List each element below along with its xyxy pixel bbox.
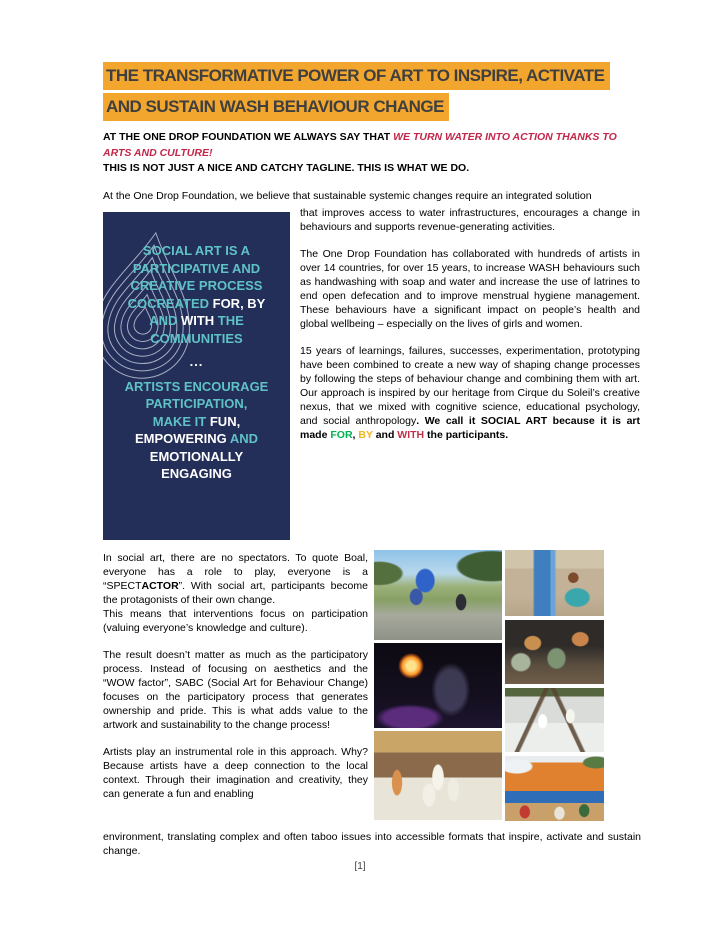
quote-box-text (103, 242, 290, 483)
photo-collage (374, 550, 604, 821)
paragraph-spectactor: In social art, there are no spectators. To quote Boal, everyone has a role to play, everyone is a “SPECTACTOR”. With social art, participants become the protagonists of their own change. This means that interventions focus on participation (valuing everyone’s knowledge and culture). (103, 552, 368, 634)
quote-part-2: ARTISTS ENCOURAGE PARTICIPATION, MAKE IT FUN, EMPOWERING AND EMOTIONALLY ENGAGING (124, 378, 269, 481)
left-text-column (103, 551, 368, 814)
page-number: [1] (354, 861, 366, 872)
paragraph-participatory-process: The result doesn’t matter as much as the participatory process. Instead of focusing on aesthetics and the “WOW factor”, SABC (Social Art for Behaviour Change) focuses on the participatory process that generates ownership and pride. This is what adds value to the artwork and sustainability to the change process! (103, 649, 368, 731)
paragraph-social-art-definition: 15 years of learnings, failures, successes, experimentation, prototyping have been combined to create a new way of shaping change processes by following the steps of behaviour change and combining them with art. Our approach is inspired by our heritage from Cirque du Soleil’s creative nexus, that we mixed with cognitive science, educational psychology, and social anthropology. We call it SOCIAL ART because it is art made FOR, BY and WITH the participants. (300, 345, 640, 441)
fire-performance-photo (374, 643, 502, 728)
paragraph-artists-role: Artists play an instrumental role in this approach. Why? Because artists have a deep connection to the local context. Through their imagination and creativity, they can generate a fun and enabling (103, 746, 368, 800)
collage-right-column (505, 550, 604, 821)
continuation-paragraph: environment, translating complex and often taboo issues into accessible formats that inspire, activate and sustain change. (103, 831, 641, 857)
child-painting-pole-photo (505, 550, 604, 616)
paragraph-collaboration: The One Drop Foundation has collaborated with hundreds of artists in over 14 countries, for over 15 years, to increase WASH behaviours such as handwashing with soap and water and increase the use of latrines to end open defecation and to improve menstrual hygiene management. These behaviours have a significant impact on people’s health and global wellbeing – especially on the lives of girls and women. (300, 248, 640, 330)
right-text-column (300, 206, 640, 455)
acrobatics-crowd-photo (374, 731, 502, 820)
page-title-line-1: THE TRANSFORMATIVE POWER OF ART TO INSPIRE, ACTIVATE (103, 62, 610, 90)
tagline: AT THE ONE DROP FOUNDATION WE ALWAYS SAY THAT WE TURN WATER INTO ACTION THANKS TO ARTS AND CULTURE! THIS IS NOT JUST A NICE AND CATCHY TAGLINE. THIS IS WHAT WE DO. (103, 131, 617, 174)
street-parade-photo (374, 550, 502, 640)
paragraph-improves-access: that improves access to water infrastructures, encourages a change in behaviours and supports revenue-generating activities. (300, 207, 640, 233)
costumed-dancers-photo (505, 620, 604, 684)
page-title-line-2: AND SUSTAIN WASH BEHAVIOUR CHANGE (103, 93, 449, 121)
lead-paragraph: At the One Drop Foundation, we believe that sustainable systemic changes require an integrated solution (103, 190, 592, 202)
skate-ramp-construction-photo (505, 688, 604, 752)
quote-separator: ... (189, 354, 204, 369)
collage-left-column (374, 550, 502, 821)
page-title (103, 62, 648, 124)
social-art-quote-box (103, 212, 290, 540)
mural-painting-photo (505, 756, 604, 821)
quote-part-1: SOCIAL ART IS A PARTICIPATIVE AND CREATIVE PROCESS COCREATED FOR, BY AND WITH THE COMMUNITIES (127, 243, 266, 346)
